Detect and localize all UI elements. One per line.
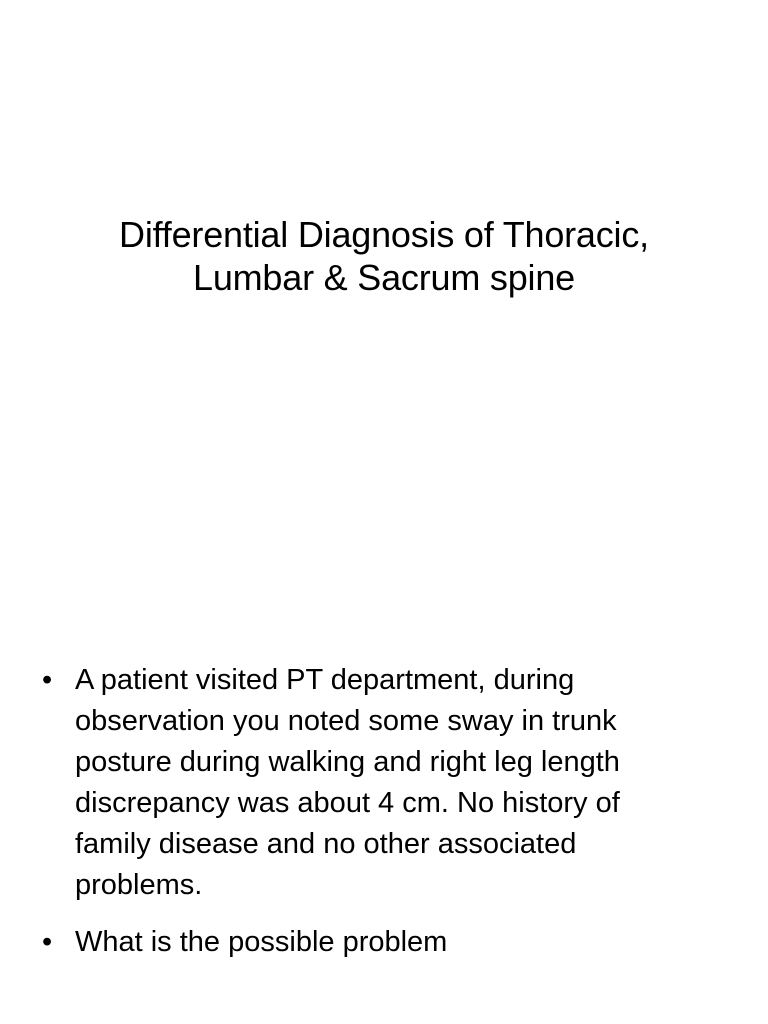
bullet-text-line: observation you noted some sway in trunk xyxy=(75,705,617,738)
bullet-text-line: posture during walking and right leg length xyxy=(75,746,620,779)
bullet-dot-icon: • xyxy=(42,926,53,959)
bullet-item-question xyxy=(42,922,728,963)
bullet-text-line: What is the possible problem xyxy=(75,926,448,959)
bullet-text-line: family disease and no other associated xyxy=(75,828,577,861)
bullet-list xyxy=(42,660,728,979)
slide-title-line: Differential Diagnosis of Thoracic, xyxy=(119,214,649,256)
slide-title xyxy=(40,214,728,299)
bullet-dot-icon: • xyxy=(42,664,53,696)
bullet-item-patient-case xyxy=(42,660,728,906)
bullet-text-line: problems. xyxy=(75,869,203,902)
bullet-text-line: A patient visited PT department, during xyxy=(75,664,575,696)
bullet-text-line: discrepancy was about 4 cm. No history of xyxy=(75,787,620,820)
slide-title-line: Lumbar & Sacrum spine xyxy=(193,256,575,298)
